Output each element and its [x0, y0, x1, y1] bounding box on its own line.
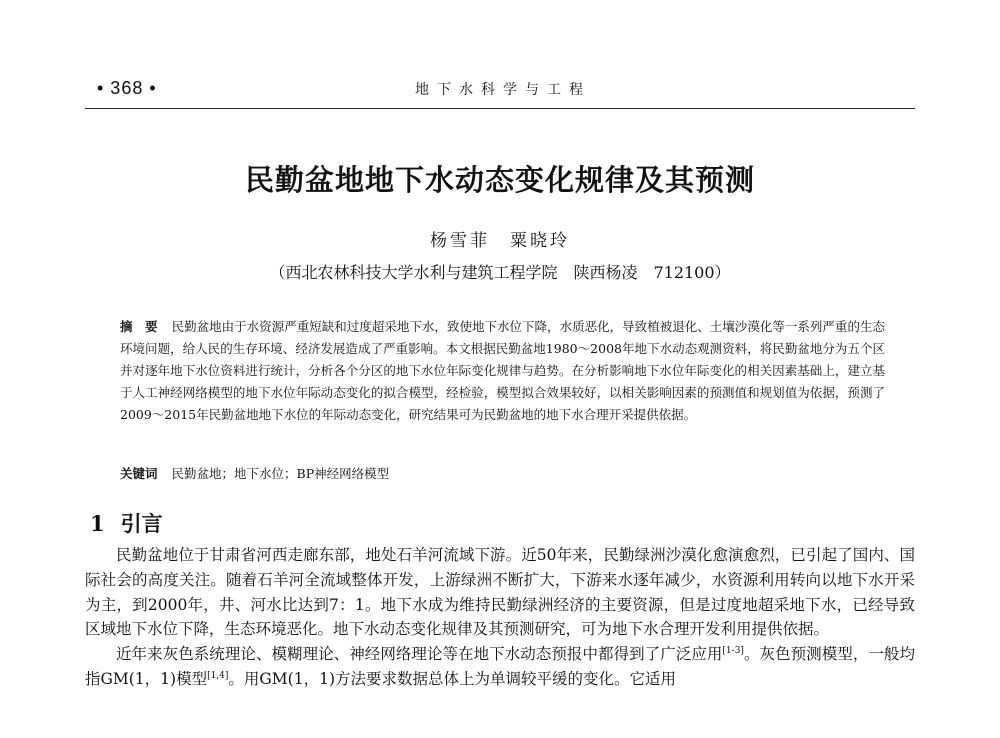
running-header — [85, 78, 915, 104]
affiliation: （西北农林科技大学水利与建筑工程学院 陕西杨凌 712100） — [269, 263, 731, 282]
section-title: 引言 — [120, 511, 163, 536]
keywords-text: 民勤盆地；地下水位；BP神经网络模型 — [171, 466, 390, 481]
journal-name: 地下水科学与工程 — [415, 82, 591, 98]
body-text — [85, 543, 915, 692]
section-heading — [90, 508, 163, 538]
article-title: 民勤盆地地下水动态变化规律及其预测 — [244, 163, 755, 197]
paragraph-text: 近年来灰色系统理论、模糊理论、神经网络理论等在地下水动态预报中都得到了广泛应用 — [116, 645, 723, 664]
paragraph-text: 。用GM(1，1)方法要求数据总体上为单调较平缓的变化。它适用 — [228, 669, 676, 688]
section-number: 1 — [90, 511, 105, 536]
abstract-text: 民勤盆地由于水资源严重短缺和过度超采地下水，致使地下水位下降，水质恶化，导致植被退化、土壤沙漠化等一系列严重的生态环境问题，给人民的生存环境、经济发展造成了严重影响。本文根据民勤盆地1980～2008年地下水动态观测资料，将民勤盆地分为五个区并对逐年地下水位资料进行统计，分析各个分区的地下水位年际变化规律与趋势。在分析影响地下水位年际变化的相关因素基础上，建立基于人工神经网络模型的地下水位年际动态变化的拟合模型，经检验，模型拟合效果较好，以相关影响因素的预测值和规划值为依据，预测了2009～2015年民勤盆地地下水位的年际动态变化，研究结果可为民勤盆地的地下水合理开采提供依据。 — [120, 319, 885, 422]
paragraph-text: 。灰色预测模型，一般均指GM(1，1)模型 — [85, 645, 915, 688]
abstract — [120, 316, 885, 426]
paragraph: 民勤盆地位于甘肃省河西走廊东部，地处石羊河流域下游。近50年来，民勤绿洲沙漠化愈演愈烈，已引起了国内、国际社会的高度关注。随着石羊河全流域整体开发，上游绿洲不断扩大，下游来水逐年减少，水资源利用转向以地下水开采为主，到2000年，井、河水比达到7：1。地下水成为维持民勤绿洲经济的主要资源，但是过度地超采地下水，已经导致区域地下水位下降，生态环境恶化。地下水动态变化规律及其预测研究，可为地下水合理开发利用提供依据。 — [85, 546, 915, 639]
page-number: • 368 • — [97, 78, 157, 98]
keywords-label: 关键词 — [120, 466, 158, 481]
authors: 杨雪菲 粟晓玲 — [430, 231, 570, 251]
abstract-label: 摘 要 — [120, 319, 158, 334]
paragraph — [85, 642, 915, 692]
header-divider — [85, 108, 915, 109]
citation[interactable]: [1-3] — [722, 646, 744, 657]
citation[interactable]: [1,4] — [207, 670, 229, 681]
keywords — [120, 464, 885, 482]
